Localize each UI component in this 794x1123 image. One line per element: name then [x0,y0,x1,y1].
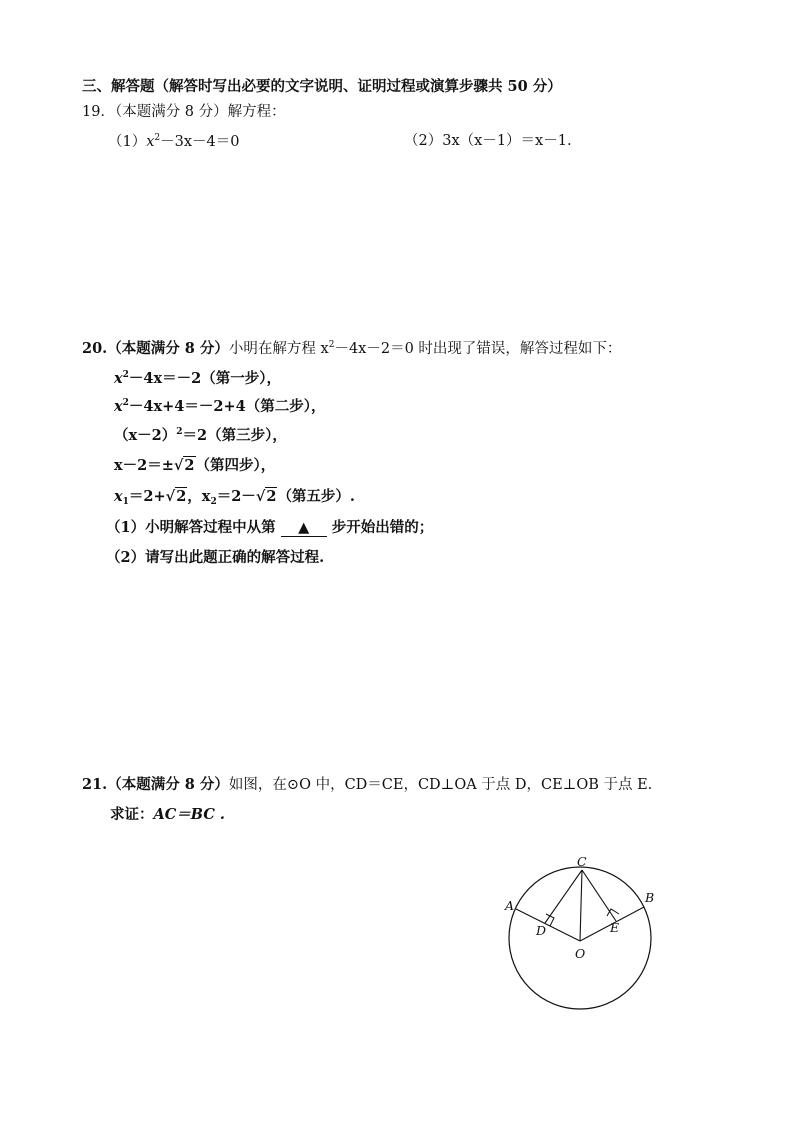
q20-heading-text-b: －4x－2＝0 时出现了错误，解答过程如下： [334,341,622,357]
q20-heading-text-a: 小明在解方程 x [228,341,329,357]
q20-step5-radicand2: 2 [266,488,277,505]
q20-step2 [114,398,325,415]
q20-step1 [114,370,281,387]
q20-subquestion-1 [106,519,433,537]
q19-part2-expr: 3x（x－1）＝x－1. [442,133,572,149]
q20-step5-sub1: 1 [122,497,129,507]
segment-oa [516,909,580,941]
q20-step5-text-d: （第五步）. [277,488,355,505]
section-title: 三、解答题（解答时写出必要的文字说明、证明过程或演算步骤共 50 分） [82,78,562,95]
q21-heading-text: 如图，在⊙O 中，CD＝CE，CD⊥OA 于点 D，CE⊥OB 于点 E. [228,777,653,793]
label-b: B [645,890,655,905]
q21-prove-label: 求证： [110,806,154,823]
q21-prove [110,806,225,823]
circle-geometry-figure [498,852,668,1017]
q19-heading: 19．（本题满分 8 分）解方程： [82,104,286,120]
q19-part1-rest: －3x－4＝0 [160,134,240,150]
q20-step5: $x_1=2+√2$，$x_2=2-√2$（第五步）. [114,488,355,507]
q20-answer-blank[interactable]: ▲ [281,520,327,537]
q20-step4-radicand: 2 [184,457,195,474]
q20-step5-text-c: ＝2－ [216,488,256,505]
q20-step1-exp: 2 [122,370,129,380]
label-a: A [505,898,515,913]
q20-heading-label: 20.（本题满分 8 分） [82,340,229,357]
label-o: O [575,946,586,961]
q19-part2-label: （2） [404,133,443,149]
segment-cd [545,870,582,923]
label-e: E [610,920,620,935]
q20-heading-exp: 2 [328,340,335,350]
q20-step4-text-a: x－2＝± [114,457,174,474]
label-c: C [577,854,587,869]
q20-sub1-text-a: （1）小明解答过程中从第 [106,519,276,536]
q20-step3-text-b: ＝2（第三步）， [182,427,287,444]
q19-part1-var: x [146,134,155,150]
q20-step5-radicand1: 2 [176,488,187,505]
q20-step3-exp: 2 [176,427,183,437]
q20-subquestion-2: （2）请写出此题正确的解答过程. [106,549,325,566]
q20-step2-var: x [114,398,123,415]
q20-step5-sub2: 2 [210,497,217,507]
q20-step4-text-b: （第四步）， [195,457,276,474]
q20-sub1-text-b: 步开始出错的； [331,519,434,536]
q20-step5-var1: x [114,488,123,505]
q21-heading-label: 21.（本题满分 8 分） [82,776,229,793]
q20-step3-text-a: （x－2） [114,427,177,444]
q20-step4: x－2＝±√2（第四步）， [114,457,276,474]
q19-part2 [404,133,572,150]
q20-step2-exp: 2 [122,398,129,408]
q20-step5-text-b: ，x [187,488,211,505]
q20-step1-var: x [114,370,123,387]
q21-heading [82,776,652,794]
q20-heading [82,340,621,358]
q20-step2-text: －4x+4＝－2+4（第二步）， [128,398,326,415]
q20-step5-text-a: ＝2+ [128,488,166,505]
segment-ce [582,870,616,921]
q21-prove-expr: AC＝BC . [153,806,225,823]
q20-step1-text: －4x＝－2（第一步）， [128,370,281,387]
q19-part1-label: （1） [108,134,147,150]
label-d: D [536,923,547,938]
q19-part1 [108,133,240,151]
segment-co [580,870,582,941]
q20-step3 [114,427,287,444]
q19-part1-exp: 2 [154,133,161,143]
